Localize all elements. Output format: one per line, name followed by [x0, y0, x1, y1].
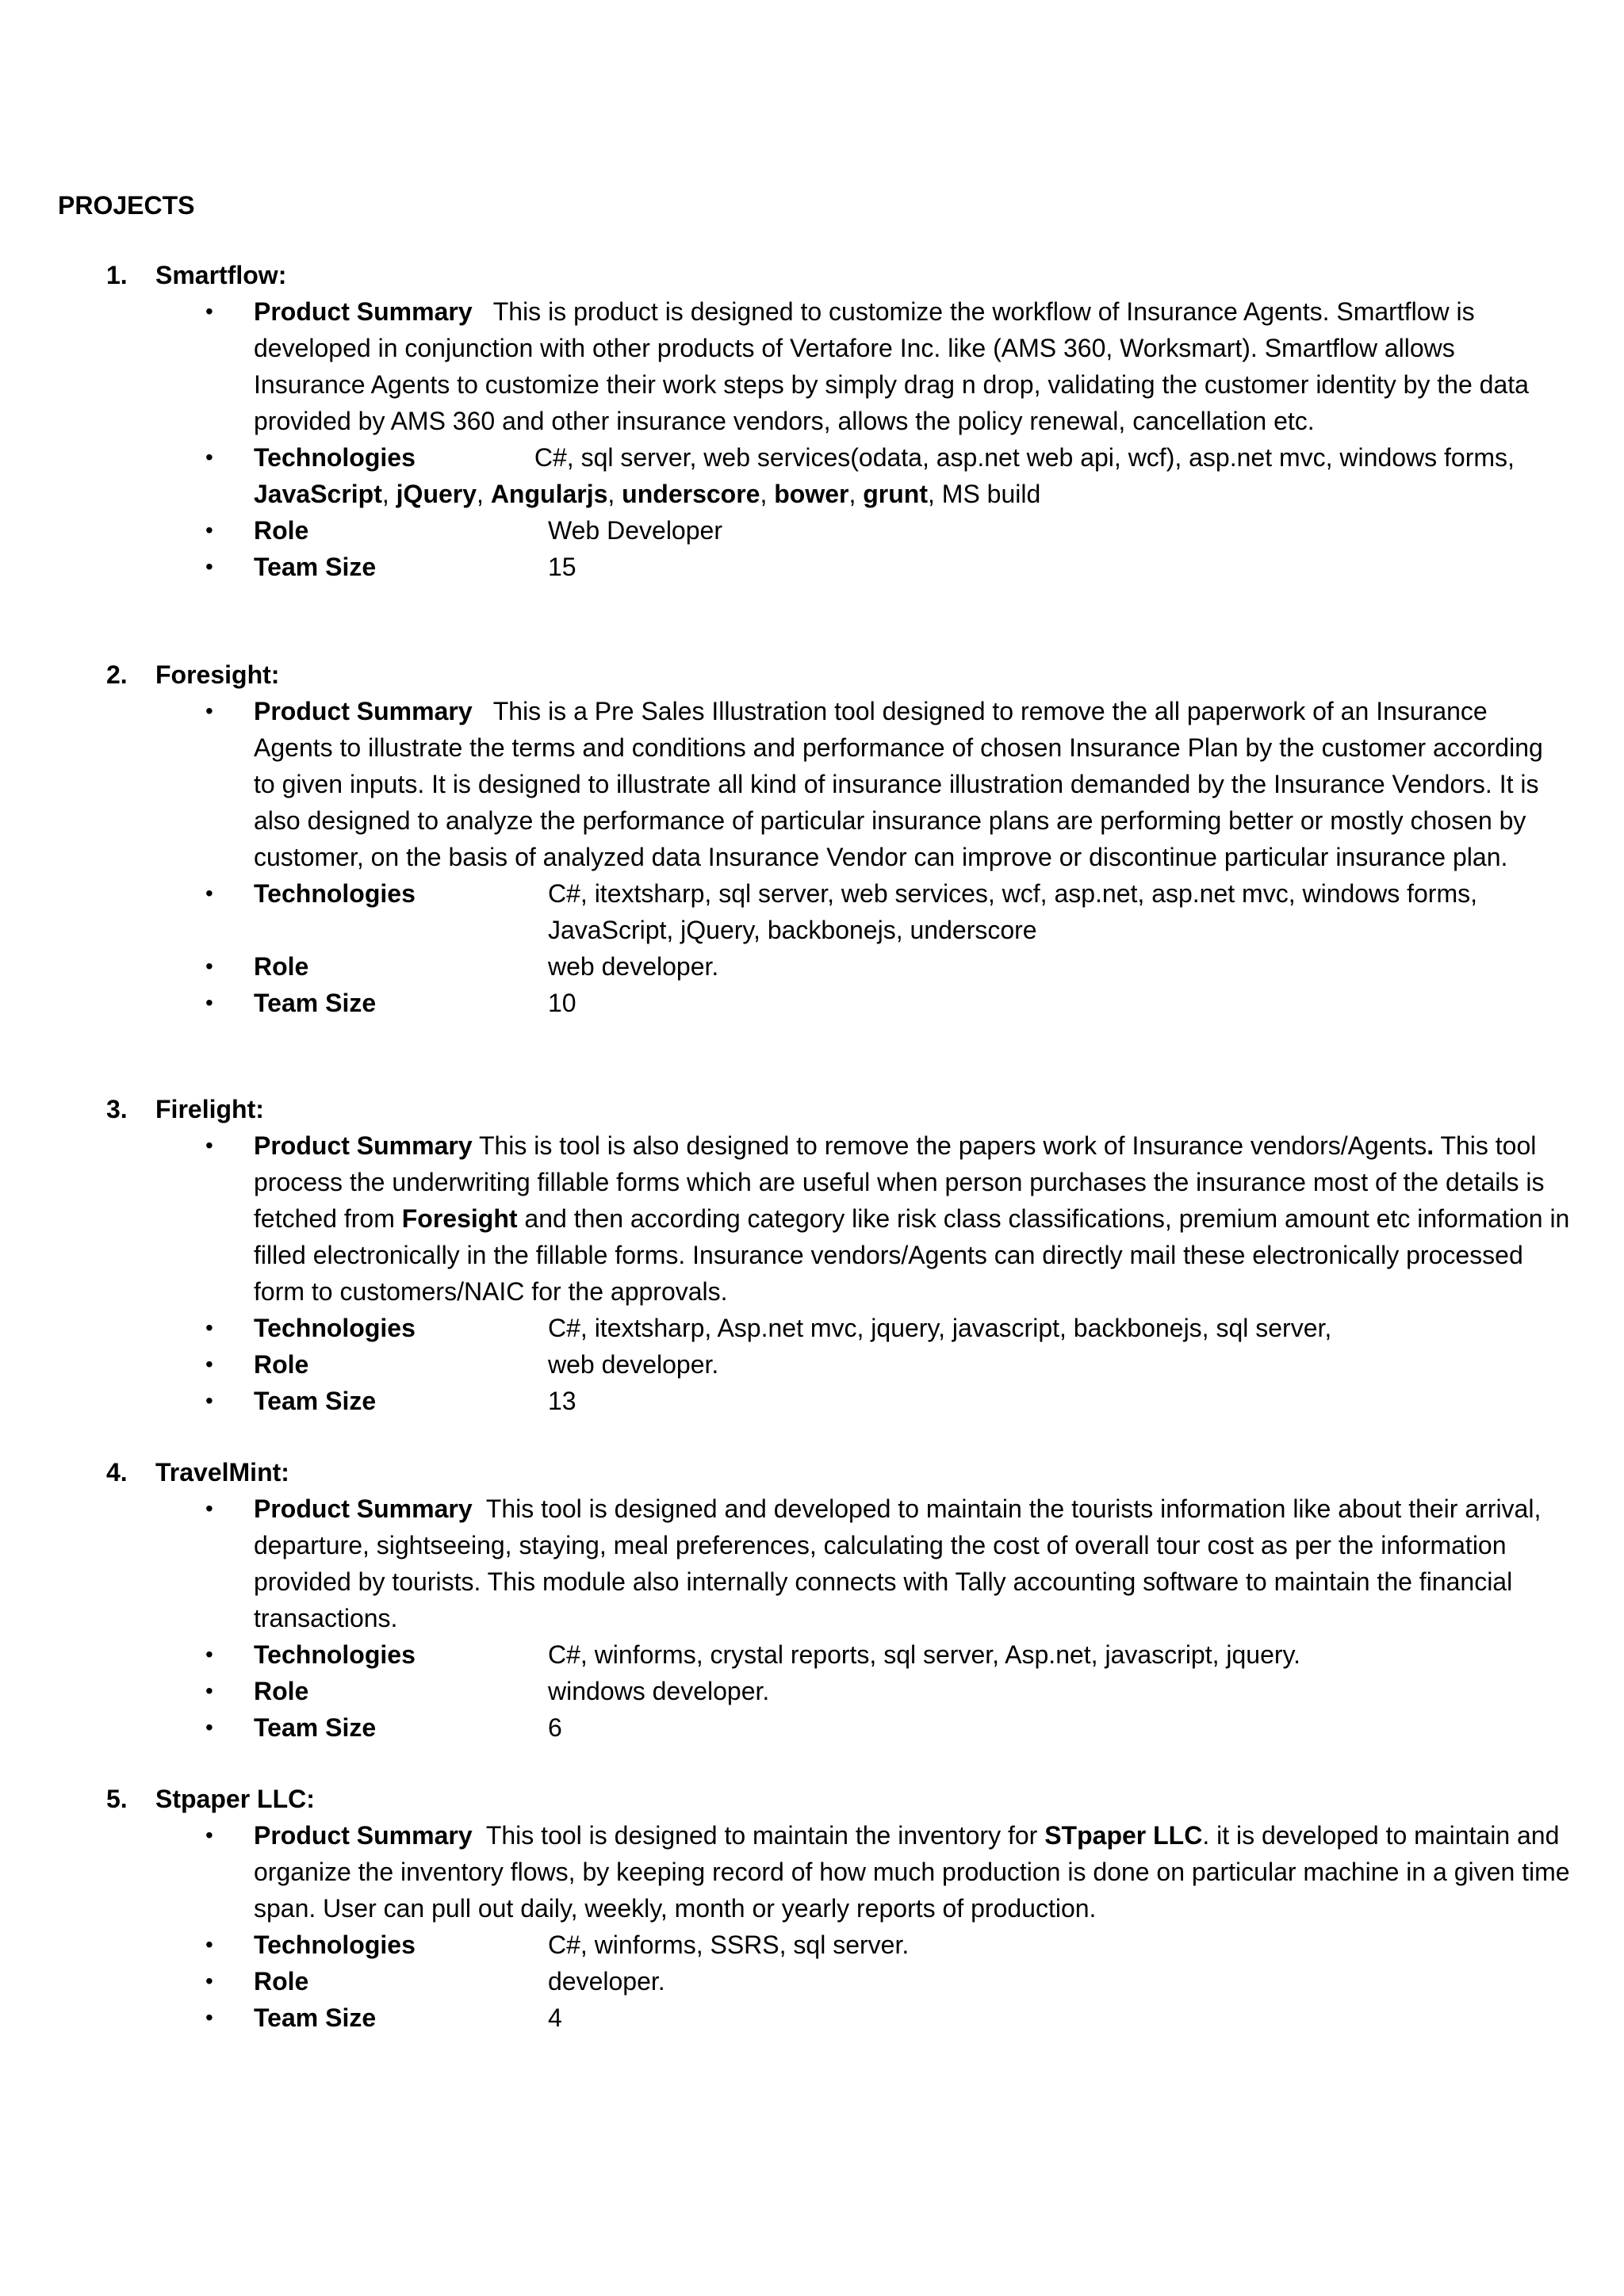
technologies-value: C#, itextsharp, sql server, web services, wcf, asp.net, asp.net mvc, windows forms, JavaScript, jQuery, backbonejs, underscore — [548, 879, 1477, 944]
technologies-value: C#, winforms, SSRS, sql server. — [548, 1931, 910, 1959]
bullet-icon: • — [205, 990, 213, 1015]
bullet-icon: • — [205, 1678, 213, 1703]
list-item — [0, 1709, 1624, 1746]
bullet-icon: • — [205, 554, 213, 579]
project-details — [0, 293, 1624, 585]
role-label: Role — [254, 516, 309, 545]
technologies-label: Technologies — [254, 1931, 416, 1959]
project-title — [106, 1091, 264, 1127]
role-label: Role — [254, 1967, 309, 1996]
list-item — [0, 549, 1624, 585]
bullet-icon: • — [205, 2005, 213, 2030]
bullet-icon: • — [205, 1969, 213, 1993]
team-size-label: Team Size — [254, 2003, 377, 2032]
summary-label: Product Summary — [254, 697, 473, 725]
bullet-icon: • — [205, 1315, 213, 1340]
list-item — [0, 1817, 1624, 1927]
technologies-label: Technologies — [254, 879, 416, 908]
list-item — [0, 1636, 1624, 1673]
bullet-icon: • — [205, 445, 213, 469]
summary-text: This tool is designed and developed to maintain the tourists information like about their arrival, departure, sightseeing, staying, meal preferences, calculating the cost of overall tour cost as per the information provided by tourists. This module also internally connects with Tally accounting software to maintain the financial transactions. — [254, 1494, 1542, 1632]
technologies-label: Technologies — [254, 1314, 416, 1342]
list-item — [0, 293, 1624, 439]
bullet-icon: • — [205, 1642, 213, 1667]
project-title — [106, 1781, 315, 1817]
project-name: Firelight: — [155, 1095, 264, 1123]
bullet-icon: • — [205, 1496, 213, 1521]
project-name: Stpaper LLC: — [155, 1785, 315, 1813]
list-item — [0, 512, 1624, 549]
team-size-value: 4 — [548, 2003, 562, 2032]
list-item — [0, 875, 1624, 948]
bullet-icon: • — [205, 698, 213, 723]
project-title — [106, 656, 279, 693]
list-item — [0, 1673, 1624, 1709]
list-item — [0, 1963, 1624, 1999]
technologies-value: C#, itextsharp, Asp.net mvc, jquery, javascript, backbonejs, sql server, — [548, 1314, 1332, 1342]
role-label: Role — [254, 952, 309, 981]
bullet-icon: • — [205, 1133, 213, 1158]
role-value: web developer. — [548, 1350, 719, 1379]
list-item — [0, 985, 1624, 1021]
technologies-label: Technologies — [254, 1640, 416, 1669]
list-item — [0, 1383, 1624, 1419]
project-details — [0, 1817, 1624, 2036]
summary-label: Product Summary — [254, 1131, 473, 1160]
bullet-icon: • — [205, 299, 213, 323]
team-size-value: 6 — [548, 1713, 562, 1742]
project-name: Smartflow: — [155, 261, 287, 289]
list-item — [0, 1310, 1624, 1346]
bullet-icon: • — [205, 1352, 213, 1376]
role-value: developer. — [548, 1967, 665, 1996]
team-size-label: Team Size — [254, 553, 377, 581]
list-item — [0, 1346, 1624, 1383]
bullet-icon: • — [205, 1388, 213, 1413]
role-label: Role — [254, 1677, 309, 1705]
summary-label: Product Summary — [254, 297, 473, 326]
list-item — [0, 1999, 1624, 2036]
list-item — [0, 439, 1624, 512]
team-size-value: 13 — [548, 1387, 576, 1415]
project-title — [106, 257, 286, 293]
project-title — [106, 1454, 289, 1490]
bullet-icon: • — [205, 1823, 213, 1847]
project-details — [0, 1127, 1624, 1419]
technologies-value: C#, sql server, web services(odata, asp.net web api, wcf), asp.net mvc, windows forms, JavaScript, jQuery, Angularjs, underscore, bower, grunt, MS build — [254, 443, 1515, 508]
project-number: 4. — [106, 1458, 128, 1487]
role-label: Role — [254, 1350, 309, 1379]
technologies-label: Technologies — [254, 443, 416, 472]
summary-text: This is tool is also designed to remove the papers work of Insurance vendors/Agents. This tool process the underwriting fillable forms which are useful when person purchases the insurance most of the details is fetched from Foresight and then according category like risk class classifications, premium amount etc information in filled electronically in the fillable forms. Insurance vendors/Agents can directly mail these electronically processed form to customers/NAIC for the approvals. — [254, 1131, 1570, 1306]
summary-label: Product Summary — [254, 1494, 473, 1523]
team-size-label: Team Size — [254, 1713, 377, 1742]
bullet-icon: • — [205, 954, 213, 978]
team-size-value: 15 — [548, 553, 576, 581]
summary-text: This is a Pre Sales Illustration tool designed to remove the all paperwork of an Insurance Agents to illustrate the terms and conditions and performance of chosen Insurance Plan by the customer according to given inputs. It is designed to illustrate all kind of insurance illustration demanded by the Insurance Vendors. It is also designed to analyze the performance of particular insurance plans are performing better or mostly chosen by customer, on the basis of analyzed data Insurance Vendor can improve or discontinue particular insurance plan. — [254, 697, 1543, 871]
bullet-icon: • — [205, 881, 213, 905]
list-item — [0, 1490, 1624, 1636]
project-number: 3. — [106, 1095, 128, 1123]
summary-text: This is product is designed to customize the workflow of Insurance Agents. Smartflow is developed in conjunction with other products of Vertafore Inc. like (AMS 360, Worksmart). Smartflow allows Insurance Agents to customize their work steps by simply drag n drop, validating the customer identity by the data provided by AMS 360 and other insurance vendors, allows the policy renewal, cancellation etc. — [254, 297, 1529, 435]
team-size-value: 10 — [548, 989, 576, 1017]
section-heading: PROJECTS — [58, 191, 195, 220]
project-number: 5. — [106, 1785, 128, 1813]
summary-label: Product Summary — [254, 1821, 473, 1850]
project-name: TravelMint: — [155, 1458, 289, 1487]
role-value: Web Developer — [548, 516, 722, 545]
project-number: 2. — [106, 660, 128, 689]
role-value: windows developer. — [548, 1677, 770, 1705]
bullet-icon: • — [205, 1932, 213, 1957]
list-item — [0, 948, 1624, 985]
technologies-value: C#, winforms, crystal reports, sql server, Asp.net, javascript, jquery. — [548, 1640, 1301, 1669]
bullet-icon: • — [205, 1715, 213, 1739]
project-details — [0, 1490, 1624, 1746]
project-name: Foresight: — [155, 660, 280, 689]
list-item — [0, 693, 1624, 875]
project-number: 1. — [106, 261, 128, 289]
list-item — [0, 1127, 1624, 1310]
summary-text: This tool is designed to maintain the inventory for STpaper LLC. it is developed to maintain and organize the inventory flows, by keeping record of how much production is done on particular machine in a given time span. User can pull out daily, weekly, month or yearly reports of production. — [254, 1821, 1570, 1923]
role-value: web developer. — [548, 952, 719, 981]
project-details — [0, 693, 1624, 1021]
list-item — [0, 1927, 1624, 1963]
team-size-label: Team Size — [254, 989, 377, 1017]
bullet-icon: • — [205, 518, 213, 542]
team-size-label: Team Size — [254, 1387, 377, 1415]
